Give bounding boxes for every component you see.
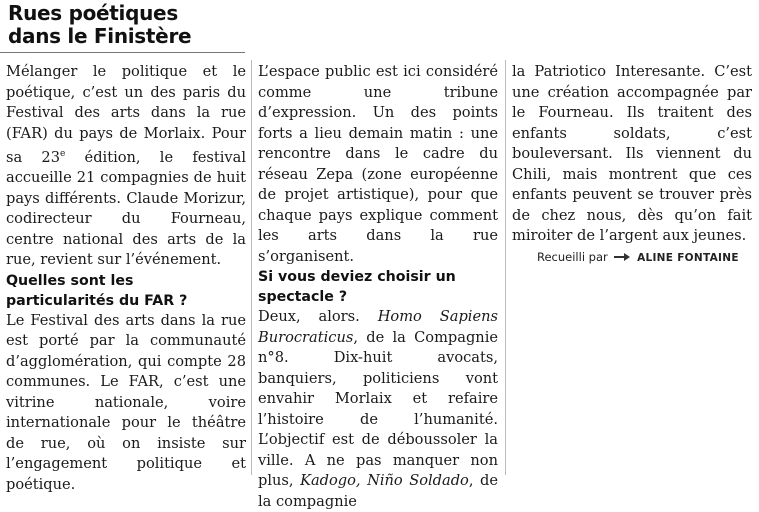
interview-question-2: Si vous deviez choisir un spectacle ? (258, 269, 456, 305)
byline-credit (537, 250, 739, 264)
interview-question-1: Quelles sont les particularités du FAR ? (6, 272, 188, 309)
intro-text-rest: édition, le festival accueille 21 compagnies de huit pays différents. Claude Morizur, codirecteur du Fourneau, centre national des arts de la rue, revient sur l’événement. (6, 148, 246, 269)
answer-2-part-c: , de la compagnie (258, 472, 498, 510)
article-headline (8, 2, 191, 48)
column-divider-2 (505, 60, 506, 475)
article-column-2 (258, 62, 498, 512)
column-divider-1 (251, 60, 252, 475)
show-title-1: Homo Sapiens Burocraticus (258, 308, 498, 346)
answer-2-part-a: Deux, alors. (258, 308, 378, 325)
interview-answer-2 (258, 307, 498, 512)
article-column-1 (6, 62, 246, 495)
article-column-3 (512, 62, 752, 247)
headline-line-1: Rues poétiques (8, 1, 178, 25)
intro-text: Mélanger le politique et le poétique, c’est un des paris du Festival des arts dans la rue (FAR) du pays de Morlaix. Pour sa 23 (6, 63, 246, 166)
arrow-right-icon (614, 252, 630, 262)
answer-1-continued: L’espace public est ici considéré comme une tribune d’expression. Un des points forts a lieu demain matin : une rencontre dans le cadre du réseau Zepa (zone européenne de projet artistique), pour que chaque pays explique comment les arts dans la rue s’organisent. (258, 63, 498, 265)
answer-2-continued: la Patriotico Interesante. C’est une création accompagnée par le Fourneau. Ils traitent des enfants soldats, c’est bouleversant. Ils viennent du Chili, mais montrent que ces enfants peuvent se trouver près de chez nous, dès qu’on fait miroiter de l’argent aux jeunes. (512, 63, 752, 244)
headline-rule (0, 52, 245, 53)
credit-label: Recueilli par (537, 250, 608, 264)
interview-answer-1: Le Festival des arts dans la rue est porté par la communauté d’agglomération, qui compte 28 communes. Le FAR, c’est une vitrine nationale, voire internationale pour le théâtre de rue, où on insiste sur l’engagement politique et poétique. (6, 311, 246, 493)
credit-author: ALINE FONTAINE (637, 252, 739, 264)
intro-paragraph (6, 62, 246, 271)
headline-line-2: dans le Finistère (8, 24, 192, 48)
intro-superscript: e (60, 149, 66, 159)
answer-2-part-b: , de la Compagnie n°8. Dix-huit avocats, banquiers, politiciens vont envahir Morlaix et refaire l’histoire de l’humanité. L’objectif est de déboussoler la ville. A ne pas manquer non plus, (258, 328, 498, 489)
show-title-2: Kadogo, Niño Soldado (300, 472, 469, 489)
